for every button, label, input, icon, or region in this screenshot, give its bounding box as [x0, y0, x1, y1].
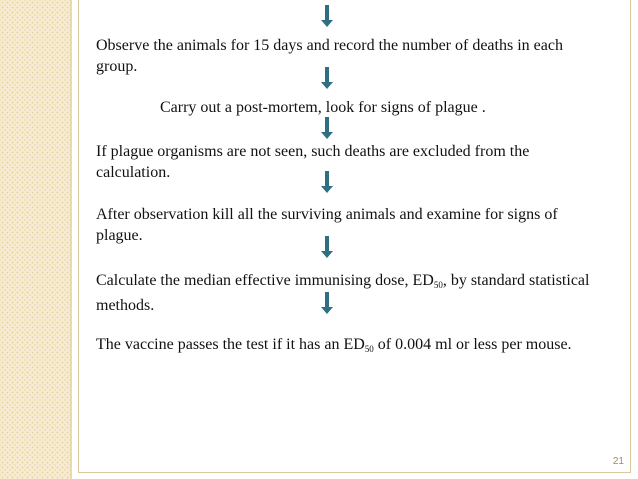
step-kill-survivors: After observation kill all the surviving animals and examine for signs of plague.: [96, 206, 558, 244]
step-post-mortem: Carry out a post-mortem, look for signs of plague .: [160, 99, 486, 116]
step-observe: Observe the animals for 15 days and record the number of deaths in each group.: [96, 37, 563, 75]
decorative-left-band: [0, 0, 72, 479]
slide-number: 21: [612, 456, 624, 467]
step-calculate-text-end: , by standard statistical methods.: [96, 272, 590, 314]
ed-subscript: 50: [433, 280, 443, 290]
step-pass-text-end: of 0.004 ml or less per mouse.: [373, 336, 572, 353]
step-pass-text: The vaccine passes the test if it has an ED: [96, 336, 365, 353]
step-calculate-text: Calculate the median effective immunising dose, ED: [96, 272, 434, 289]
step-vaccine-pass: [96, 333, 596, 358]
flow-arrow-down-icon: [323, 5, 331, 27]
step-exclude-deaths: If plague organisms are not seen, such deaths are excluded from the calculation.: [96, 143, 530, 181]
flow-arrow-down-icon: [323, 117, 331, 139]
ed-subscript: 50: [364, 344, 374, 354]
step-calculate-ed50: [96, 269, 606, 318]
